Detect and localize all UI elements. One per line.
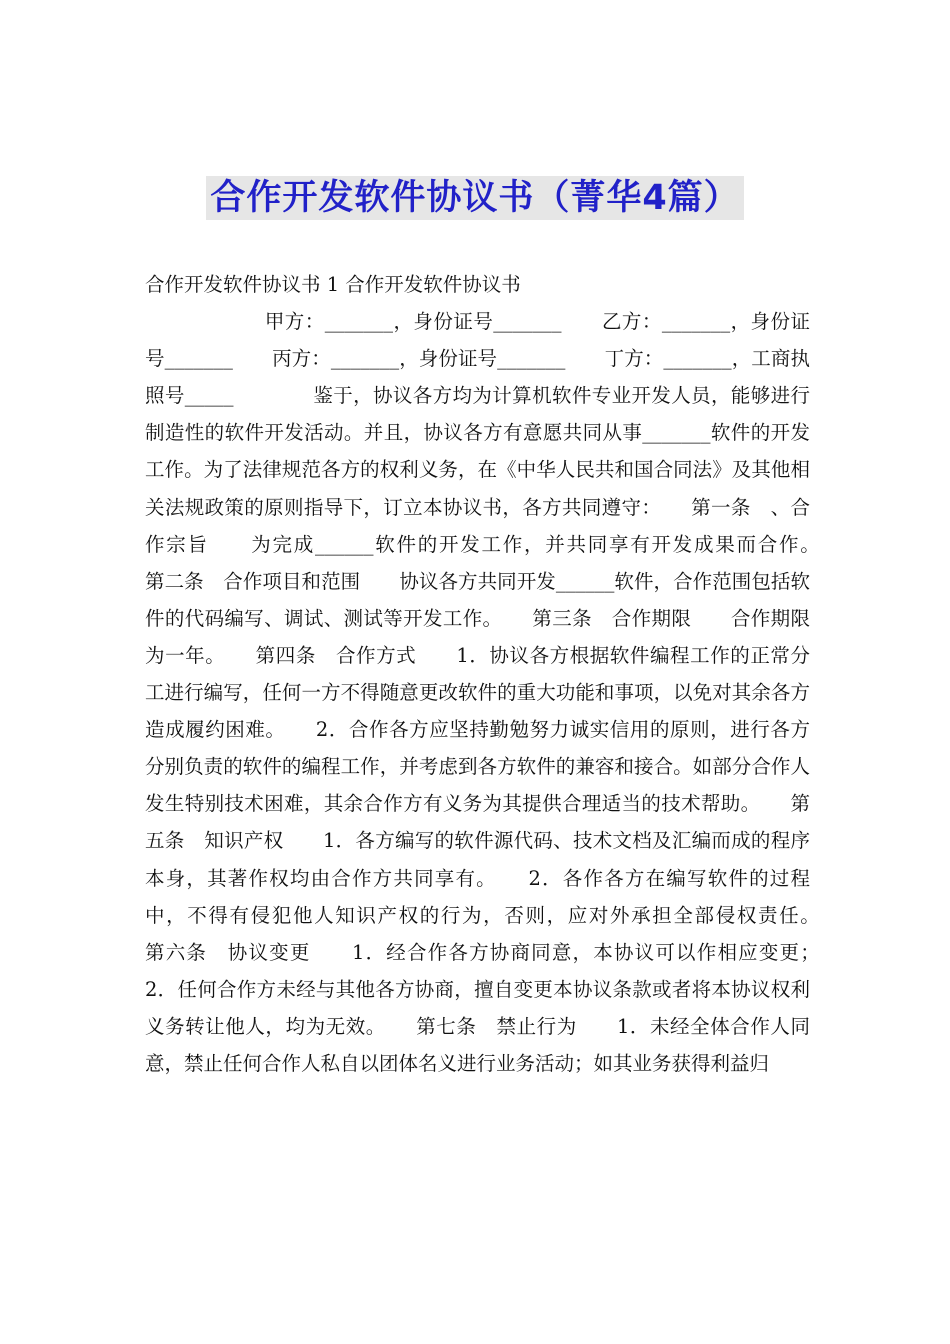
subtitle-line: 合作开发软件协议书 1 合作开发软件协议书 <box>145 273 521 296</box>
document-title: 合作开发软件协议书（菁华4篇） <box>206 176 743 220</box>
document-body <box>145 266 850 1082</box>
title-container <box>0 176 950 220</box>
body-paragraph: 甲方：_______，身份证号_______ 乙方：_______，身份证号_______ 丙方：_______，身份证号_______ 丁方：_______，工商执照号_____ 鉴于，协议各方均为计算机软件专业开发人员，能够进行制造性的软件开发活动。并且，协议各方有意愿共同从事_______软件的开发工作。为了法律规范各方的权利义务，在《中华人民共和国合同法》及其他相关法规政策的原则指导下，订立本协议书，各方共同遵守： 第一条 、合作宗旨 为完成______软件的开发工作，并共同享有开发成果而合作。 第二条 合作项目和范围 协议各方共同开发______软件，合作范围包括软件的代码编写、调试、测试等开发工作。 第三条 合作期限 合作期限为一年。 第四条 合作方式 1．协议各方根据软件编程工作的正常分工进行编写，任何一方不得随意更改软件的重大功能和事项，以免对其余各方造成履约困难。 2．合作各方应坚持勤勉努力诚实信用的原则，进行各方分别负责的软件的编程工作，并考虑到各方软件的兼容和接合。如部分合作人发生特别技术困难，其余合作方有义务为其提供合理适当的技术帮助。 第五条 知识产权 1．各方编写的软件源代码、技术文档及汇编而成的程序本身，其著作权均由合作方共同享有。 2．各作各方在编写软件的过程中，不得有侵犯他人知识产权的行为，否则，应对外承担全部侵权责任。 第六条 协议变更 1．经合作各方协商同意，本协议可以作相应变更； 2．任何合作方未经与其他各方协商，擅自变更本协议条款或者将本协议权利义务转让他人，均为无效。 第七条 禁止行为 1．未经全体合作人同意，禁止任何合作人私自以团体名义进行业务活动；如其业务获得利益归 <box>145 310 850 1075</box>
